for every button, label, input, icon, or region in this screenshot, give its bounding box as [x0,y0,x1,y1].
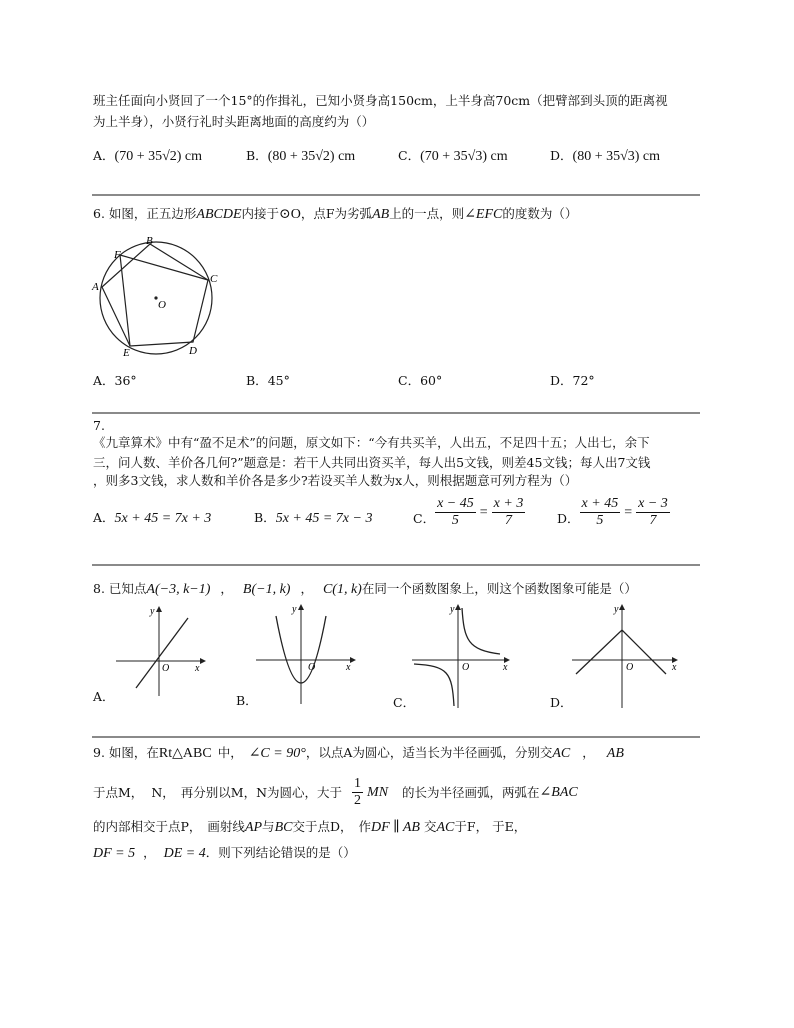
svg-text:O: O [626,662,634,673]
label-a: A [92,281,99,293]
q6-option-a[interactable]: A．36° [93,373,137,388]
label-f: F [114,249,121,261]
svg-text:x: x [503,662,508,673]
divider [92,194,700,196]
q5-option-d[interactable]: D．(80 + 35√3) cm [550,148,661,164]
q7-option-a[interactable]: A．5x + 45 = 7x + 3 [93,510,212,526]
q6-option-b[interactable]: B．45° [246,373,290,388]
divider [92,564,700,566]
q9-line3: 的内部相交于点P， 画射线AP与BC交于点D， 作DF ∥ AB 交AC于F， 于E， [93,819,527,835]
q8-option-d[interactable]: D． [550,695,573,710]
svg-text:x: x [672,662,677,673]
q6-pentagon-figure [88,232,228,362]
hyperbola-branch-2 [414,664,454,706]
q7-number: 7. [93,418,105,433]
q8-graph-d [568,600,686,712]
label-c: C [210,273,218,285]
q9-line4: DF = 5 ， DE = 4．则下列结论错误的是（） [93,845,356,861]
q7-line1: 《九章算术》中有“盈不足术”的问题，原文如下：“今有共买羊，人出五，不足四十五；人出七，余下 [93,435,650,450]
svg-text:O: O [162,663,170,674]
q9-line2: 于点M， N， 再分别以M， N为圆心，大于 $\frac{1}{2}$ MN 的长为半径画弧，两弧在 ∠BAC [93,776,578,808]
svg-text:y: y [150,606,155,617]
svg-text:y: y [292,604,297,615]
q5-option-a[interactable]: A．(70 + 35√2) cm [93,148,203,164]
q9-line1: 9. 如图，在Rt△ABC 中， ∠C = 90°，以点A为圆心，适当长为半径画弧，分别交AC ， AB [93,745,624,761]
q8-option-a[interactable]: A． [93,689,115,704]
q8-graph-b [252,600,362,710]
q5-line1: 班主任面向小贤回了一个15°的作揖礼，已知小贤身高150cm，上半身高70cm（把臂部到头顶的距离视 [93,93,668,108]
q6-option-d[interactable]: D．72° [550,373,595,388]
q8-graph-a [110,604,210,700]
label-d: D [189,345,197,357]
svg-text:x: x [346,662,351,673]
q7-option-b[interactable]: B．5x + 45 = 7x − 3 [254,510,373,526]
abs-value-graph [576,630,666,674]
svg-text:y: y [614,604,619,615]
q8-option-b[interactable]: B． [236,693,258,708]
q7-option-c[interactable]: C． $\frac{x - 45}{5}$ = $\frac{x + 3}{7}$ [413,496,524,528]
svg-text:O: O [308,662,316,673]
q7-option-d[interactable]: D． $\frac{x + 45}{5}$ = $\frac{x - 3}{7}$ [557,496,668,528]
label-b: B [146,235,153,247]
q5-option-b[interactable]: B．(80 + 35√2) cm [246,148,356,164]
q7-line3: ，则多3文钱，求人数和羊价各是多少?若设买羊人数为x人，则根据题意可列方程为（） [93,473,578,488]
q5-line2: 为上半身），小贤行礼时头距离地面的高度约为（） [93,114,375,129]
q8-graph-c [408,600,518,712]
q6-option-c[interactable]: C．60° [398,373,443,388]
line-graph [136,618,188,688]
label-e: E [123,347,130,359]
q8-option-c[interactable]: C． [393,695,416,710]
label-o: O [158,299,166,311]
hyperbola-branch-1 [462,608,500,654]
divider [92,412,700,414]
q6-stem: 6. 如图，正五边形ABCDE内接于⊙O，点F为劣弧AB上的一点，则∠EFC的度数为（） [93,206,578,222]
q8-stem: 8. 已知点A(−3, k−1) ， B(−1, k) ， C(1, k)在同一个函数图象上，则这个函数图象可能是（） [93,581,637,597]
svg-text:y: y [450,604,455,615]
divider [92,736,700,738]
svg-text:O: O [462,662,470,673]
q7-line2: 三，问人数、羊价各几何?”题意是：若干人共同出资买羊，每人出5文钱，则差45文钱；每人出7文钱 [93,455,651,470]
q5-option-c[interactable]: C．(70 + 35√3) cm [398,148,508,164]
svg-text:x: x [195,663,200,674]
